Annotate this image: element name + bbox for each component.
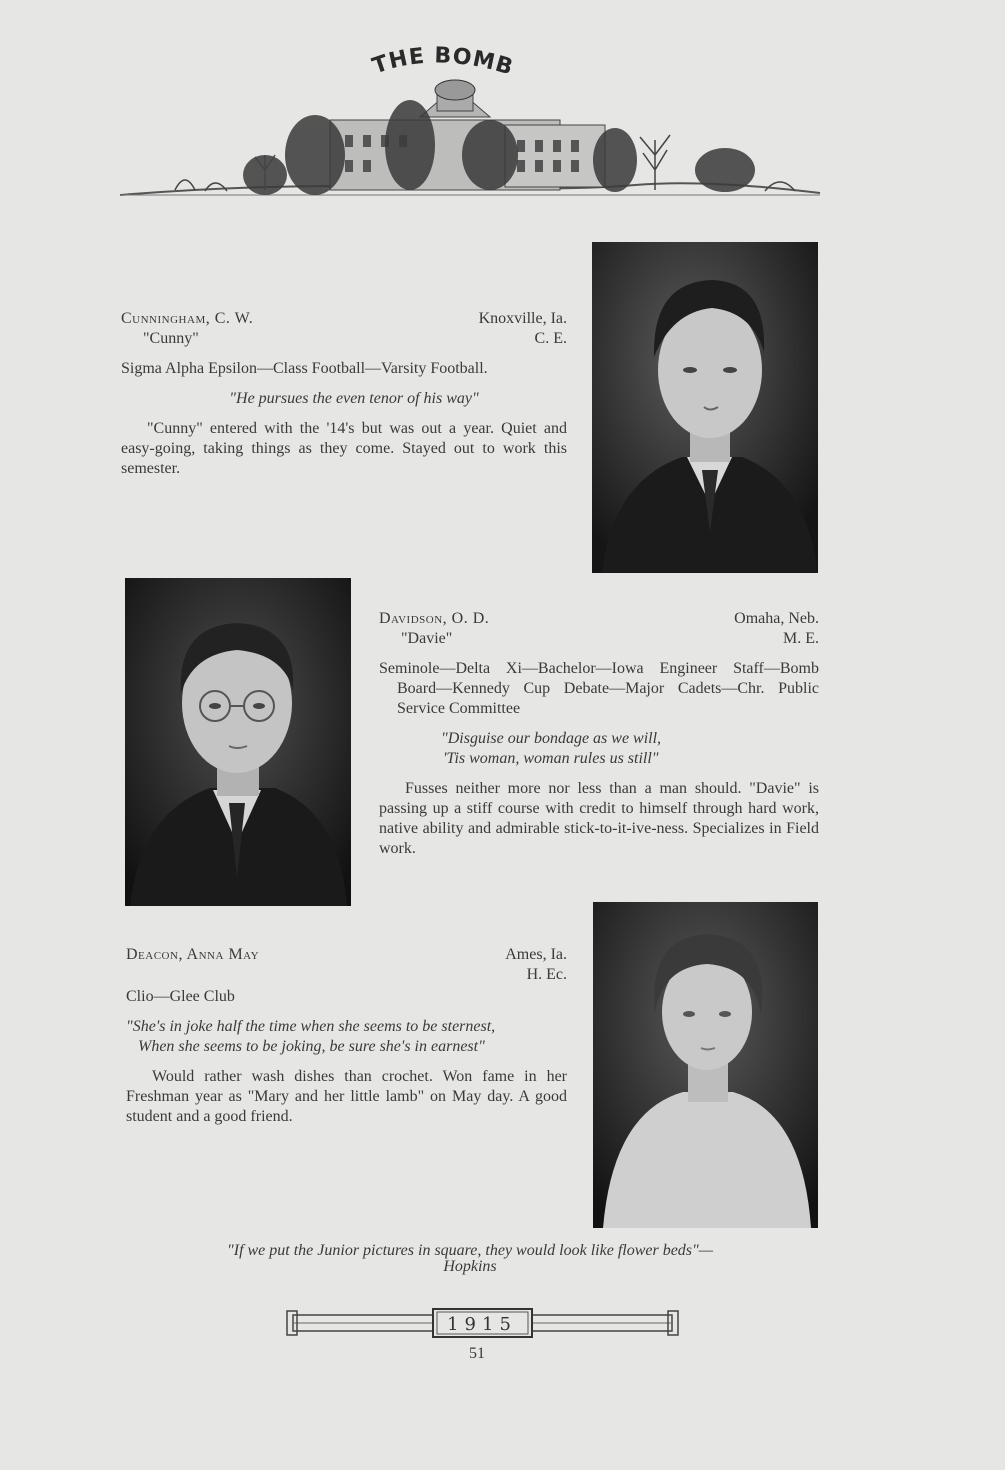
- entry-davidson: [379, 609, 819, 859]
- entry-deacon: [126, 945, 567, 1127]
- banner-title: THE BOMB: [369, 45, 517, 81]
- hometown: Omaha, Neb.: [734, 610, 819, 627]
- course: C. E.: [534, 330, 567, 347]
- portrait-deacon: [593, 902, 818, 1228]
- quote-line: "Disguise our bondage as we will,: [441, 730, 662, 747]
- header-banner: [115, 45, 825, 210]
- hometown: Ames, Ia.: [505, 946, 567, 963]
- nickname: "Cunny": [143, 330, 199, 347]
- campus-illustration: [115, 45, 825, 210]
- student-name: Cunningham, C. W.: [121, 310, 254, 327]
- page-number: 51: [469, 1345, 485, 1362]
- portrait-cunningham: [592, 242, 818, 573]
- portrait-davidson: [125, 578, 351, 906]
- bio: Fusses neither more nor less than a man should. "Davie" is passing up a stiff course with credit to himself through hard work, native ability and admirable stick-to-it-ive-ness. Specializes in Field work.: [379, 780, 819, 857]
- quote-line: 'Tis woman, woman rules us still": [443, 750, 659, 767]
- bio: "Cunny" entered with the '14's but was out a year. Quiet and easy-going, taking things as they come. Stayed out to work this semester.: [121, 420, 567, 477]
- student-name: Deacon, Anna May: [126, 946, 260, 963]
- quote-line: When she seems to be joking, be sure she's in earnest": [138, 1038, 485, 1055]
- bio: Would rather wash dishes than crochet. Won fame in her Freshman year as "Mary and her little lamb" on May day. A good student and a good friend.: [126, 1068, 567, 1125]
- year-banner: [285, 1305, 680, 1341]
- nickname: "Davie": [401, 630, 453, 647]
- entry-cunningham: [121, 309, 567, 479]
- footer-quote: [110, 1243, 830, 1275]
- activities: Seminole—Delta Xi—Bachelor—Iowa Engineer Staff—Bomb Board—Kennedy Cup Debate—Major Cadets—Chr. Public Service Committee: [379, 660, 819, 717]
- quote-line: "She's in joke half the time when she seems to be sternest,: [126, 1018, 496, 1035]
- activities: Clio—Glee Club: [126, 988, 235, 1005]
- motto-quote: [379, 729, 819, 769]
- student-name: Davidson, O. D.: [379, 610, 490, 627]
- course: M. E.: [783, 630, 819, 647]
- course: H. Ec.: [526, 966, 567, 983]
- activities: Sigma Alpha Epsilon—Class Football—Varsity Football.: [121, 360, 488, 377]
- footer-quote-text: "If we put the Junior pictures in square, they would look like flower beds"—: [227, 1242, 713, 1259]
- footer-quote-attribution: Hopkins: [443, 1258, 497, 1275]
- motto-quote: "He pursues the even tenor of his way": [229, 390, 479, 407]
- motto-quote: [126, 1017, 567, 1057]
- hometown: Knoxville, Ia.: [478, 310, 567, 327]
- year-label: 1915: [447, 1314, 517, 1335]
